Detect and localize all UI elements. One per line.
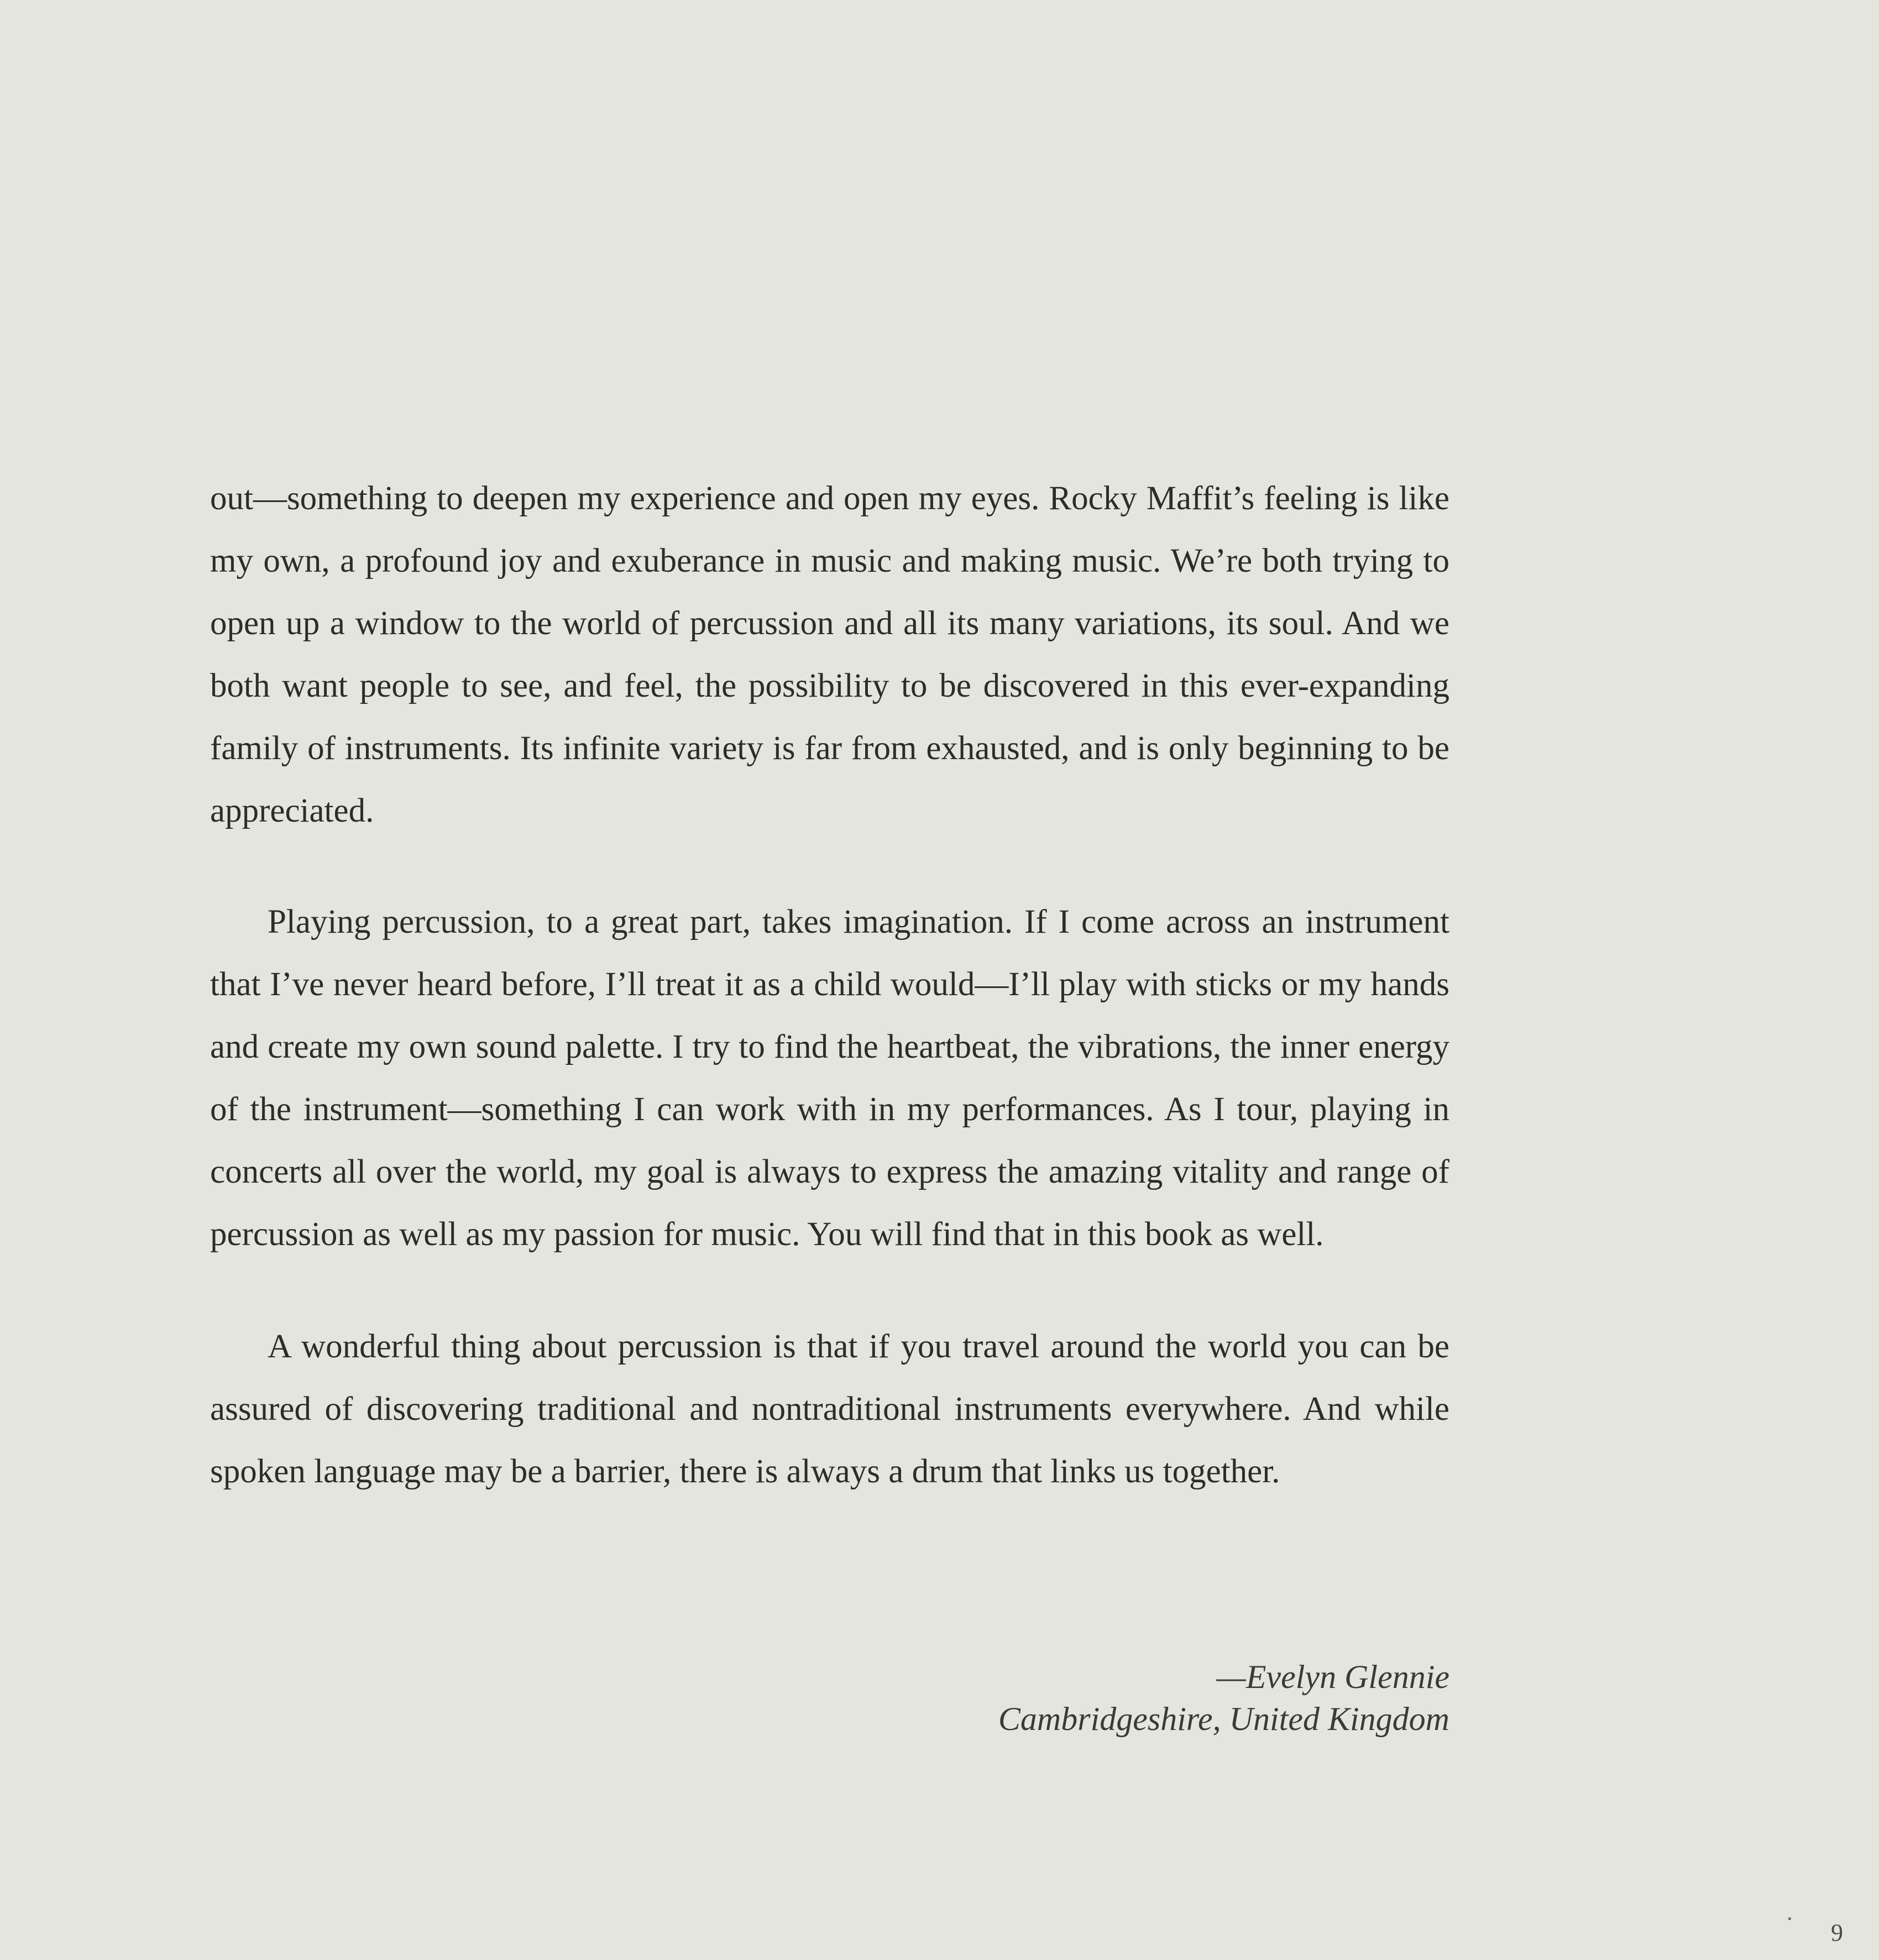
signature-name: —Evelyn Glennie (1216, 1659, 1449, 1695)
paragraph-3: A wonderful thing about percussion is that if you travel around the world you can be assured of discovering traditional and nontraditional instruments everywhere. And while spoken language may be a barrier, there is always a drum that links us together. (210, 1328, 1449, 1490)
page-number: 9 (1831, 1919, 1843, 1946)
page-dot: · (1786, 1905, 1794, 1932)
paragraph-1: out—something to deepen my experience and open my eyes. Rocky Maffit’s feeling is like my own, a profound joy and exuberance in music and making music. We’re both trying to open up a window to the world of percussion and all its many variations, its soul. And we both want people to see, and feel, the possibility to be discovered in this ever-expanding family of instruments. Its infinite variety is far from exhausted, and is only beginning to be appreciated. (210, 480, 1449, 829)
body-text (210, 467, 1449, 1503)
paragraph-2: Playing percussion, to a great part, takes imagination. If I come across an instrument that I’ve never heard before, I’ll treat it as a child would—I’ll play with sticks or my hands and create my own sound palette. I try to find the heartbeat, the vibrations, the inner energy of the instrument—something I can work with in my performances. As I tour, playing in concerts all over the world, my goal is always to express the amazing vitality and range of percussion as well as my passion for music. You will find that in this book as well. (210, 903, 1449, 1253)
signature-location: Cambridgeshire, United Kingdom (998, 1701, 1449, 1737)
signature-block (998, 1656, 1449, 1740)
